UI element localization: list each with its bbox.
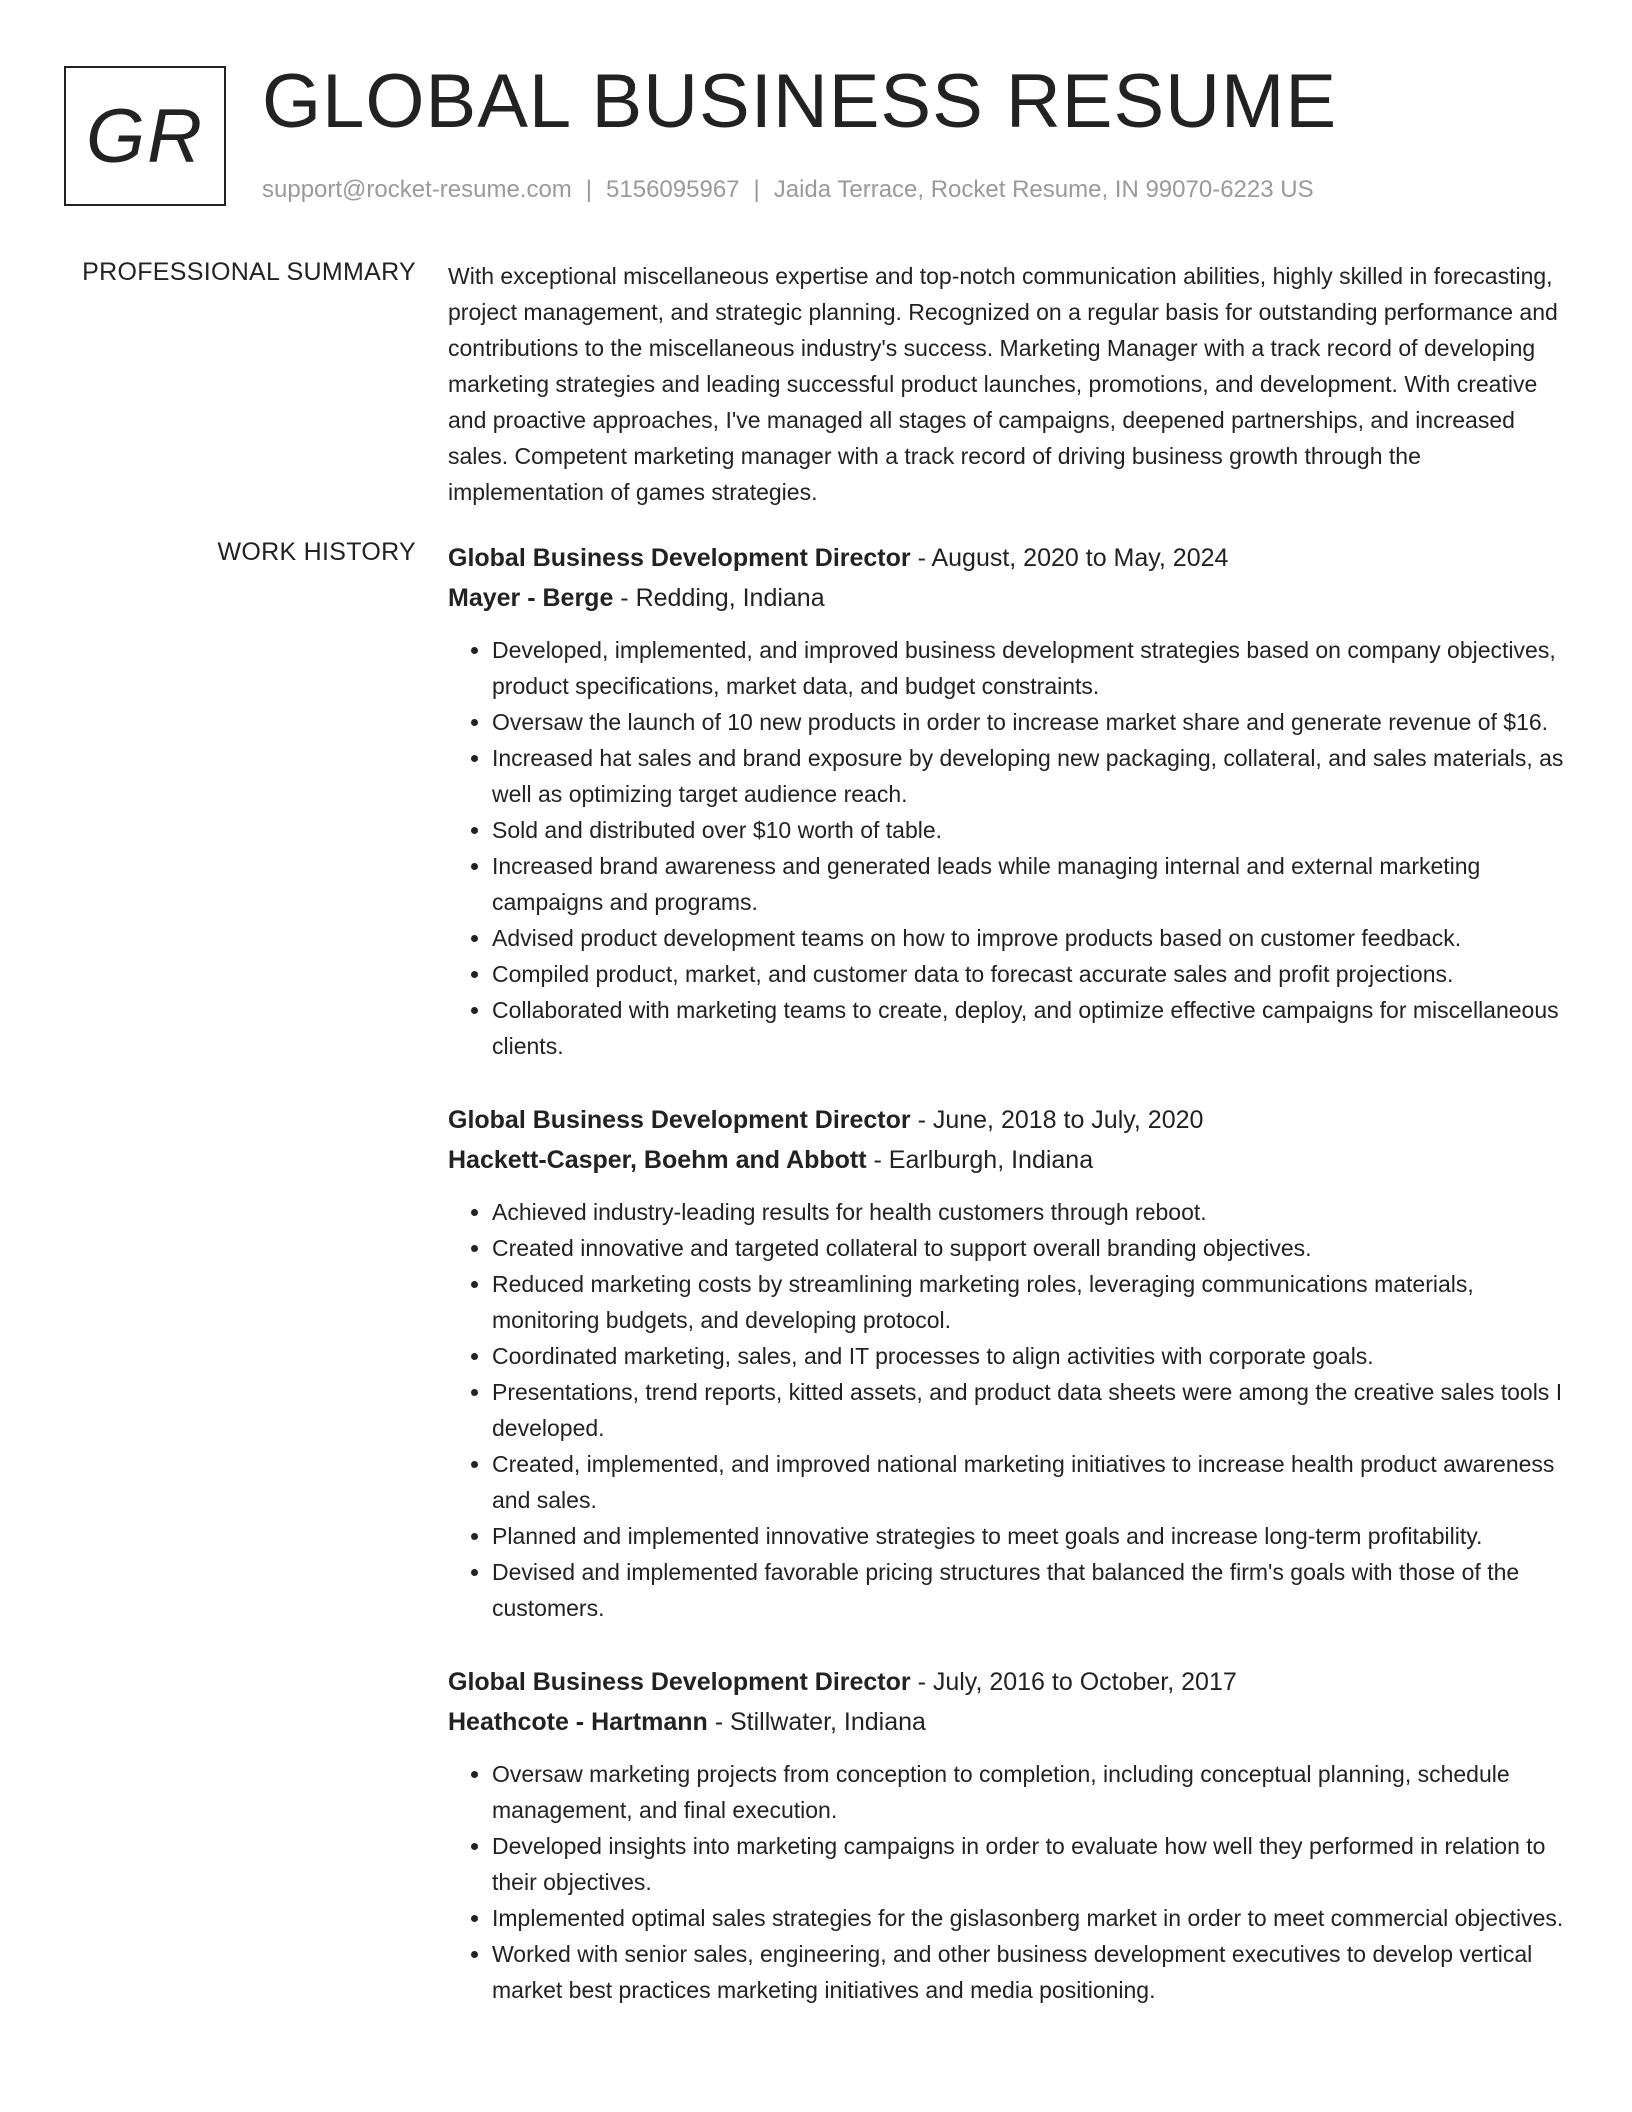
- job-title-line: [448, 1662, 1564, 1702]
- contact-phone: 5156095967: [606, 176, 740, 203]
- job-entry: [448, 1662, 1564, 2008]
- list-item: • Developed, implemented, and improved business development strategies based on company objectives, product specifications, market data, and budget constraints.: [492, 632, 1564, 704]
- list-item: • Oversaw the launch of 10 new products in order to increase market share and generate revenue of $16.: [492, 704, 1564, 740]
- list-item: • Implemented optimal sales strategies for the gislasonberg market in order to meet commercial objectives.: [492, 1900, 1564, 1936]
- list-item: • Coordinated marketing, sales, and IT processes to align activities with corporate goals.: [492, 1338, 1564, 1374]
- job-location: - Stillwater, Indiana: [707, 1708, 926, 1736]
- job-company-line: [448, 1140, 1564, 1180]
- list-item: • Developed insights into marketing campaigns in order to evaluate how well they performed in relation to their objectives.: [492, 1828, 1564, 1900]
- list-item: • Reduced marketing costs by streamlining marketing roles, leveraging communications materials, monitoring budgets, and developing protocol.: [492, 1266, 1564, 1338]
- list-item: • Achieved industry-leading results for health customers through reboot.: [492, 1194, 1564, 1230]
- contact-separator: |: [585, 176, 593, 203]
- job-entry: [448, 538, 1564, 1064]
- job-company-line: [448, 1702, 1564, 1742]
- monogram-logo: GR: [64, 66, 226, 206]
- list-item: • Worked with senior sales, engineering, and other business development executives to develop vertical market best practices marketing initiatives and media positioning.: [492, 1936, 1564, 2008]
- list-item: • Planned and implemented innovative strategies to meet goals and increase long-term profitability.: [492, 1518, 1564, 1554]
- job-dates: - August, 2020 to May, 2024: [910, 544, 1229, 572]
- list-item: • Compiled product, market, and customer data to forecast accurate sales and profit projections.: [492, 956, 1564, 992]
- job-dates: - June, 2018 to July, 2020: [910, 1106, 1204, 1134]
- job-title: Global Business Development Director: [448, 1106, 911, 1134]
- list-item: • Increased brand awareness and generated leads while managing internal and external marketing campaigns and programs.: [492, 848, 1564, 920]
- job-company: Mayer - Berge: [448, 584, 614, 612]
- list-item: • Devised and implemented favorable pricing structures that balanced the firm's goals with those of the customers.: [492, 1554, 1564, 1626]
- list-item: • Presentations, trend reports, kitted assets, and product data sheets were among the creative sales tools I developed.: [492, 1374, 1564, 1446]
- summary-body: [448, 258, 1564, 510]
- job-title-line: [448, 1100, 1564, 1140]
- list-item: • Sold and distributed over $10 worth of table.: [492, 812, 1564, 848]
- job-title: Global Business Development Director: [448, 1668, 911, 1696]
- job-bullets: [448, 632, 1564, 1064]
- job-title: Global Business Development Director: [448, 544, 911, 572]
- job-company-line: [448, 578, 1564, 618]
- summary-text: With exceptional miscellaneous expertise and top-notch communication abilities, highly skilled in forecasting, project management, and strategic planning. Recognized on a regular basis for outstanding performance and contributions to the miscellaneous industry's success. Marketing Manager with a track record of developing marketing strategies and leading successful product launches, promotions, and development. With creative and proactive approaches, I've managed all stages of campaigns, deepened partnerships, and increased sales. Competent marketing manager with a track record of driving business growth through the implementation of games strategies.: [448, 263, 1558, 505]
- list-item: • Collaborated with marketing teams to create, deploy, and optimize effective campaigns for miscellaneous clients.: [492, 992, 1564, 1064]
- list-item: • Oversaw marketing projects from conception to completion, including conceptual planning, schedule management, and final execution.: [492, 1756, 1564, 1828]
- page-title: GLOBAL BUSINESS RESUME: [262, 59, 1338, 144]
- list-item: • Increased hat sales and brand exposure by developing new packaging, collateral, and sales materials, as well as optimizing target audience reach.: [492, 740, 1564, 812]
- contact-separator: |: [753, 176, 760, 203]
- job-dates: - July, 2016 to October, 2017: [910, 1668, 1237, 1696]
- summary-label: PROFESSIONAL SUMMARY: [82, 258, 416, 286]
- list-item: • Created, implemented, and improved national marketing initiatives to increase health product awareness and sales.: [492, 1446, 1564, 1518]
- contact-email: support@rocket-resume.com: [262, 176, 572, 203]
- contact-address: Jaida Terrace, Rocket Resume, IN 99070-6223 US: [773, 176, 1314, 203]
- contact-line: [262, 176, 1314, 204]
- list-item: • Created innovative and targeted collateral to support overall branding objectives.: [492, 1230, 1564, 1266]
- work-history-body: [448, 538, 1564, 2044]
- job-company: Hackett-Casper, Boehm and Abbott: [448, 1146, 867, 1174]
- job-bullets: [448, 1194, 1564, 1626]
- work-history-label: WORK HISTORY: [217, 538, 416, 566]
- job-location: - Earlburgh, Indiana: [866, 1146, 1094, 1174]
- list-item: • Advised product development teams on how to improve products based on customer feedback.: [492, 920, 1564, 956]
- job-company: Heathcote - Hartmann: [448, 1708, 708, 1736]
- job-title-line: [448, 538, 1564, 578]
- job-bullets: [448, 1756, 1564, 2008]
- job-entry: [448, 1100, 1564, 1626]
- job-location: - Redding, Indiana: [613, 584, 825, 612]
